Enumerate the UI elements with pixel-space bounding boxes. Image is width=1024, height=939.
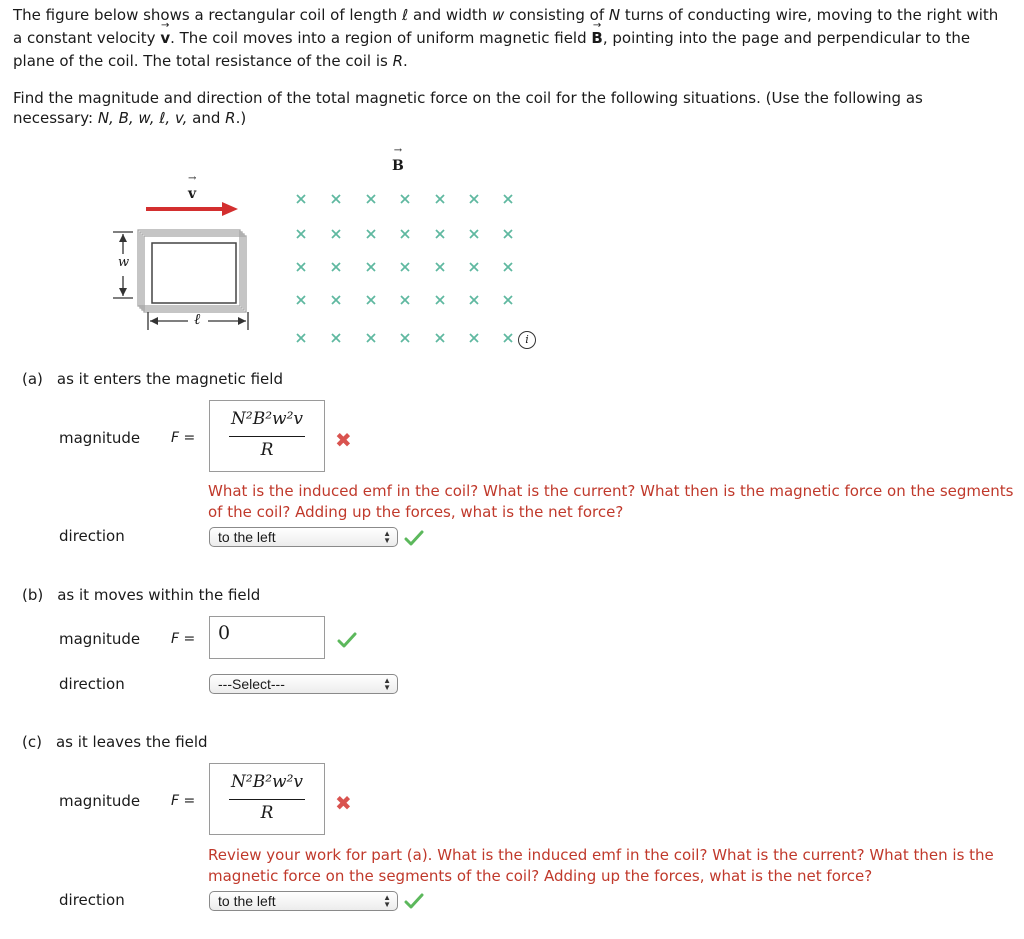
field-x-mark — [332, 263, 340, 271]
field-x-mark — [436, 296, 444, 304]
part-c-direction-value: to the left — [218, 893, 276, 909]
statement-line-3: plane of the coil. The total resistance of the coil is R. — [13, 52, 408, 70]
info-icon[interactable]: i — [518, 331, 536, 349]
part-c-hint: Review your work for part (a). What is the induced emf in the coil? What is the current? What then is the magnetic force on the segments of the coil? Adding up the forces, what is the net force? — [208, 846, 994, 885]
part-a-fraction-bar — [229, 436, 305, 437]
part-c-fraction-bar — [229, 799, 305, 800]
problem-statement — [13, 4, 1018, 73]
field-x-mark — [367, 334, 375, 342]
part-a-direction-label: direction — [59, 527, 125, 545]
coil-figure — [100, 150, 560, 360]
field-x-mark — [332, 334, 340, 342]
part-a-correct-icon — [404, 530, 424, 546]
part-c-incorrect-icon: ✖ — [335, 791, 352, 815]
field-x-mark — [297, 263, 305, 271]
field-x-mark — [367, 296, 375, 304]
coil-inner-outline — [152, 243, 236, 303]
field-x-mark — [332, 230, 340, 238]
instructions — [13, 88, 1018, 128]
field-x-mark — [401, 296, 409, 304]
field-x-mark — [297, 230, 305, 238]
part-c-heading: (c) as it leaves the field — [22, 733, 208, 751]
select-arrows-icon: ▲ ▼ — [383, 893, 391, 909]
field-x-mark — [367, 263, 375, 271]
field-x-mark — [401, 263, 409, 271]
field-label: → B — [392, 158, 404, 174]
part-c-denominator: R — [260, 803, 274, 823]
field-x-mark — [504, 334, 512, 342]
field-x-mark — [436, 263, 444, 271]
part-b-magnitude-input[interactable] — [209, 616, 325, 659]
width-label: w — [118, 255, 130, 270]
part-a-magnitude-label: magnitude — [59, 429, 141, 447]
part-a-f-equals: F = — [171, 430, 196, 446]
part-a-denominator: R — [260, 440, 274, 460]
field-x-mark — [436, 230, 444, 238]
velocity-label: → v — [188, 186, 196, 202]
part-a-magnitude-input[interactable] — [209, 400, 325, 472]
field-x-mark — [297, 334, 305, 342]
field-x-mark — [436, 334, 444, 342]
field-x-mark — [504, 230, 512, 238]
instruction-line-1: Find the magnitude and direction of the total magnetic force on the coil for the following situations. (Use the following as — [13, 89, 923, 107]
part-a-incorrect-icon: ✖ — [335, 428, 352, 452]
field-x-mark — [470, 334, 478, 342]
field-x-mark — [401, 334, 409, 342]
field-x-mark — [401, 195, 409, 203]
part-a-direction-select[interactable] — [209, 527, 398, 547]
field-x-mark — [297, 296, 305, 304]
part-c-direction-select[interactable] — [209, 891, 398, 911]
field-x-mark — [470, 263, 478, 271]
field-x-mark — [470, 195, 478, 203]
part-c-f-equals: F = — [171, 793, 196, 809]
select-arrows-icon: ▲ ▼ — [383, 676, 391, 692]
part-c-numerator: N²B²w²v — [231, 772, 303, 792]
field-x-mark — [332, 195, 340, 203]
part-b-f-equals: F = — [171, 631, 196, 647]
field-x-mark — [470, 230, 478, 238]
part-a-hint: What is the induced emf in the coil? What is the current? What then is the magnetic force on the segments of the coil? Adding up the forces, what is the net force? — [208, 482, 1014, 521]
field-x-mark — [504, 195, 512, 203]
field-x-mark — [297, 195, 305, 203]
field-x-mark — [367, 230, 375, 238]
field-x-mark — [436, 195, 444, 203]
part-b-direction-value: ---Select--- — [218, 676, 285, 692]
part-a-direction-value: to the left — [218, 529, 276, 545]
field-x-mark — [367, 195, 375, 203]
part-b-direction-label: direction — [59, 675, 125, 693]
instruction-line-2: necessary: N, B, w, ℓ, v, and R.) — [13, 109, 247, 127]
magnetic-field-marks — [297, 195, 512, 342]
statement-line-1: The figure below shows a rectangular coil of length ℓ and width w consisting of N turns of conducting wire, moving to the right with — [13, 6, 999, 24]
statement-line-2: a constant velocity → v. The coil moves into a region of uniform magnetic field → B, pointing into the page and perpendicular to the — [13, 27, 1018, 50]
field-x-mark — [470, 296, 478, 304]
select-arrows-icon: ▲ ▼ — [383, 529, 391, 545]
part-b-value: 0 — [218, 622, 231, 644]
length-label: ℓ — [194, 310, 201, 328]
velocity-arrowhead — [222, 202, 238, 216]
part-b-direction-select[interactable] — [209, 674, 398, 694]
part-a-numerator: N²B²w²v — [231, 409, 303, 429]
part-c-magnitude-label: magnitude — [59, 792, 141, 810]
part-b-correct-icon — [337, 632, 357, 648]
figure-drawing — [100, 150, 560, 360]
field-x-mark — [401, 230, 409, 238]
field-x-mark — [504, 296, 512, 304]
part-a-heading: (a) as it enters the magnetic field — [22, 370, 283, 388]
part-c-magnitude-input[interactable] — [209, 763, 325, 835]
part-b-heading: (b) as it moves within the field — [22, 586, 261, 604]
field-x-mark — [504, 263, 512, 271]
part-b-magnitude-label: magnitude — [59, 630, 141, 648]
part-c-correct-icon — [404, 893, 424, 909]
field-x-mark — [332, 296, 340, 304]
part-c-direction-label: direction — [59, 891, 125, 909]
